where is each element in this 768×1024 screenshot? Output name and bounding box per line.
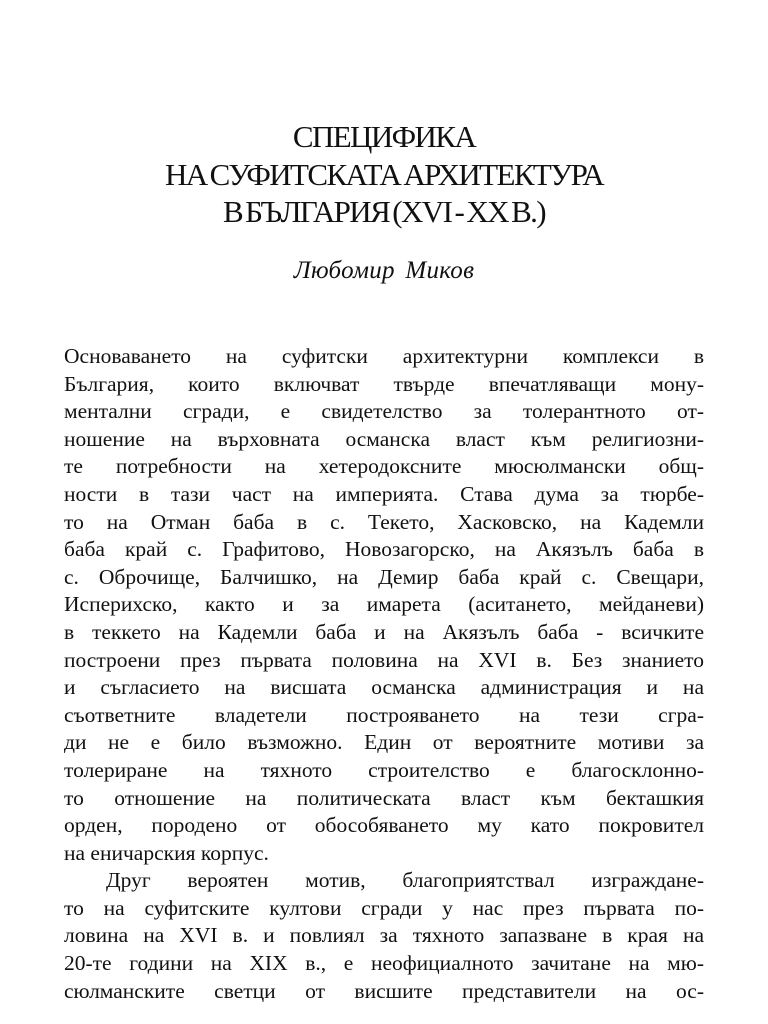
- text-line: съответните владетели построяването на тези сгра-: [64, 702, 704, 727]
- text-line: баба край с. Графитово, Новозагорско, на Акязълъ баба в: [64, 537, 704, 562]
- text-line: построени през първата половина на XVI в. Без знанието: [64, 647, 704, 672]
- text-line: Исперихско, както и за имарета (аситането, мейданеви): [64, 592, 704, 617]
- title-line-2: НА СУФИТСКАТА АРХИТЕКТУРА: [164, 156, 604, 192]
- title-line-1: СПЕЦИФИКА: [292, 119, 476, 154]
- text-line: то отношение на политическата власт към бекташкия: [64, 785, 704, 810]
- text-line: на еничарския корпус.: [64, 840, 269, 865]
- text-line: те потребности на хетеродоксните мюсюлмански общ-: [64, 454, 704, 479]
- text-line: то на Отман баба в с. Текето, Хасковско, на Кадемли: [64, 509, 704, 534]
- text-line: България, които включват твърде впечатляващи мону-: [64, 371, 704, 396]
- article-title: [0, 118, 768, 231]
- text-line: с. Оброчище, Балчишко, на Демир баба край с. Свещари,: [64, 564, 704, 589]
- text-line: ловина на XVI в. и повлиял за тяхното запазване в края на: [64, 923, 704, 948]
- text-line: 20-те години на XIX в., е неофициалното зачитане на мю-: [64, 951, 704, 976]
- text-line: ментални сгради, е свидетелство за толерантното от-: [64, 399, 704, 424]
- text-line: сюлманските светци от висшите представители на ос-: [64, 978, 704, 1003]
- author-name: Любомир Миков: [293, 257, 475, 284]
- text-line: в теккето на Кадемли баба и на Акязълъ баба - всичките: [64, 619, 704, 644]
- text-line: Основаването на суфитски архитектурни комплекси в: [64, 344, 704, 368]
- article-body: [64, 343, 704, 1005]
- text-line: орден, породено от обособяването му като покровител: [64, 813, 704, 838]
- text-line: Друг вероятен мотив, благоприятствал изгражданe-: [106, 868, 704, 893]
- text-line: толериране на тяхното строителство е благосклонно-: [64, 757, 704, 782]
- text-line: ди не е било възможно. Един от вероятните мотиви за: [64, 730, 704, 755]
- text-line: то на суфитските култови сгради у нас през първата по-: [64, 895, 704, 920]
- text-line: ности в тази част на империята. Става дума за тюрбе-: [64, 481, 704, 506]
- text-line: ношение на върховната османска власт към религиозни-: [64, 426, 704, 451]
- title-line-3: В БЪЛГАРИЯ (XVI - XX В.): [222, 194, 546, 229]
- text-line: и съгласието на висшата османска администрация и на: [64, 675, 704, 700]
